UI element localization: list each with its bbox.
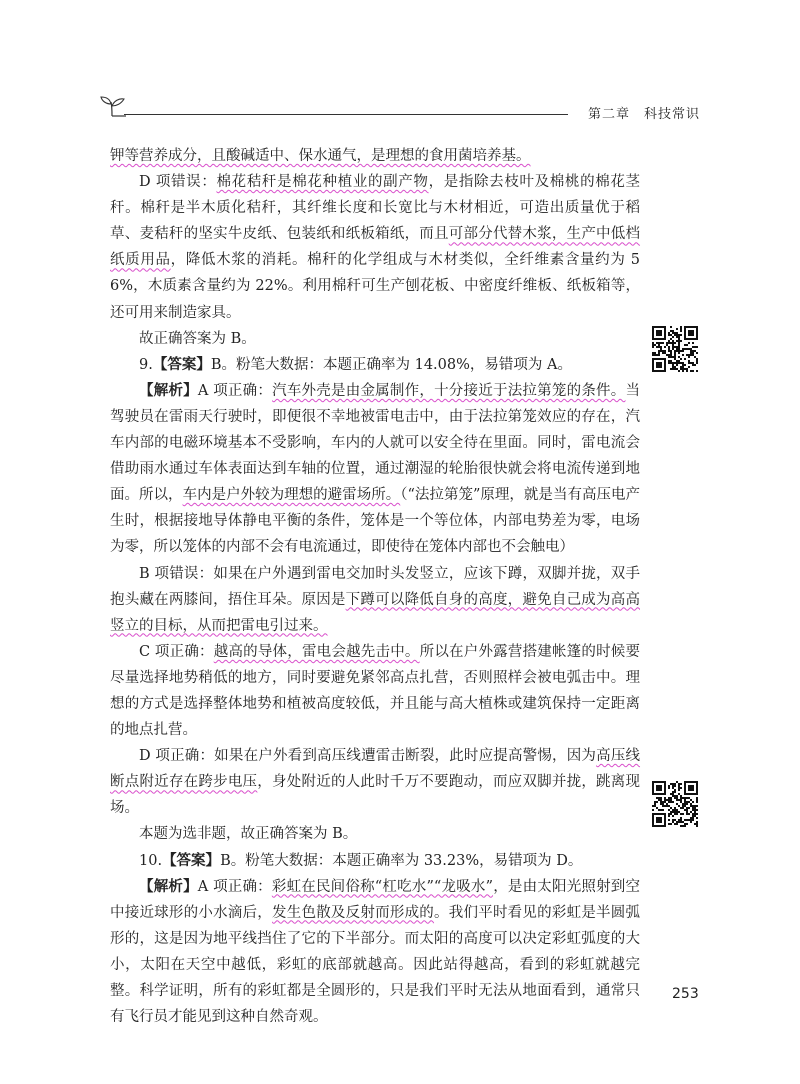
text-run: 故正确答案为 B。 xyxy=(139,330,256,347)
text-run: 本题为选非题，故正确答案为 B。 xyxy=(139,826,358,843)
text-run: ，是指除去枝叶及棉桃的棉花茎秆。棉秆是半木质化秸秆，其纤维长度和长宽比与木材相近，可造出质量优于稻草、麦秸秆的坚实牛皮纸、包装纸和纸板箱纸，而且 xyxy=(110,174,641,243)
paragraph-continuation xyxy=(110,143,640,169)
page-number: 253 xyxy=(672,986,699,1002)
key-point: 下蹲可以降低自身的高度，避免自己成为高高竖立的目标，从而把雷电引过来。 xyxy=(110,591,640,634)
key-point: 发生色散及反射而形成的 xyxy=(272,904,435,921)
paragraph-option-c-q9 xyxy=(110,639,640,743)
analysis-tag: 【解析】 xyxy=(139,877,198,895)
answer-explanations xyxy=(110,143,640,1030)
answer-line-q10 xyxy=(110,848,640,874)
text-run: 。我们平时看见的彩虹是半圆弧形的，这是因为地平线挡住了它的下半部分。而太阳的高度可以决定彩虹弧度的大小，太阳在天空中越低，彩虹的底部就越高。因此站得越高，看到的彩虹就越完整。科学证明，所有的彩虹都是全圆形的，只是我们平时无法从地面看到，通常只有飞行员才能见到这种自然奇观。 xyxy=(110,904,641,1026)
text-run: （“法拉第笼”原理，就是当有高压电产生时，根据接地导体静电平衡的条件，笼体是一个等位体，内部电势差为零，电场为零，所以笼体的内部不会有电流通过，即使待在笼体内部也不会触电） xyxy=(110,487,641,556)
leaf-sprout-icon xyxy=(100,96,126,118)
option-lead: A 项正确： xyxy=(197,382,273,399)
key-point: 高压线断点附近存在跨步电压 xyxy=(110,748,641,791)
option-lead: C 项正确： xyxy=(139,643,214,660)
key-point: 钾等营养成分，且酸碱适中、保水通气，是理想的食用菌培养基。 xyxy=(110,148,531,164)
key-point: 汽车外壳是由金属制作，十分接近于法拉第笼的条件。 xyxy=(272,382,626,399)
header-rule xyxy=(124,114,568,115)
text-run: B。粉笔大数据：本题正确率为 14.08%，易错项为 A。 xyxy=(210,356,572,373)
chapter-title xyxy=(588,103,700,122)
question-number: 9. xyxy=(139,356,153,373)
answer-tag: 【答案】 xyxy=(162,851,221,869)
paragraph-conclusion-q9 xyxy=(110,821,640,847)
key-point: 车内是户外较为理想的避雷场所。 xyxy=(182,487,401,504)
paragraph-conclusion-q8 xyxy=(110,326,640,352)
paragraph-option-d-q8 xyxy=(110,169,640,326)
text-run: ，是由太阳光照射到空中接近球形的小水滴后， xyxy=(110,878,641,921)
text-run: B。粉笔大数据：本题正确率为 33.23%，易错项为 D。 xyxy=(220,852,583,869)
qr-code-icon[interactable] xyxy=(652,781,698,827)
key-point: 彩虹在民间俗称“杠吃水”“龙吸水” xyxy=(271,878,494,895)
chapter-name: 科技常识 xyxy=(643,107,700,122)
key-point: 越高的导体，雷电会越先击中。 xyxy=(213,643,420,660)
text-run: ，降低木浆的消耗。棉秆的化学组成与木材类似，全纤维素含量约为 56%，木质素含量约为 22%。利用棉秆可生产刨花板、中密度纤维板、纸板箱等，还可用来制造家具。 xyxy=(110,252,640,321)
text-run: 当驾驶员在雷雨天行驶时，即便很不幸地被雷电击中，由于法拉第笼效应的存在，汽车内部的电磁环境基本不受影响，车内的人就可以安全待在里面。同时，雷电流会借助雨水通过车体表面达到车轴的位置，通过潮湿的轮胎很快就会将电流传递到地面。所以， xyxy=(110,382,640,504)
chapter-number: 第二章 xyxy=(587,107,630,122)
text-run: ，身处附近的人此时千万不要跑动，而应双脚并拢，跳离现场。 xyxy=(110,774,641,817)
paragraph-analysis-q9 xyxy=(110,378,640,561)
paragraph-analysis-q10 xyxy=(110,874,640,1031)
key-point: 可部分代替木浆，生产中低档纸质用品 xyxy=(110,226,641,269)
option-lead: A 项正确： xyxy=(197,878,272,895)
paragraph-option-d-q9 xyxy=(110,743,640,821)
qr-code-icon[interactable] xyxy=(652,326,698,372)
text-run: B 项错误：如果在户外遇到雷电交加时头发竖立，应该下蹲，双脚并拢，双手抱头藏在两膝间，捂住耳朵。原因是 xyxy=(110,565,640,608)
analysis-tag: 【解析】 xyxy=(139,381,198,399)
question-number: 10. xyxy=(139,852,163,869)
answer-line-q9 xyxy=(110,352,640,378)
text-run: D 项正确：如果在户外看到高压线遭雷击断裂，此时应提高警惕，因为 xyxy=(139,748,597,765)
paragraph-option-b-q9 xyxy=(110,561,640,639)
key-point: 棉花秸秆是棉花种植业的副产物 xyxy=(216,174,429,191)
answer-tag: 【答案】 xyxy=(152,355,211,373)
text-run: 所以在户外露营搭建帐篷的时候要尽量选择地势稍低的地方，同时要避免紧邻高点扎营，否则照样会被电弧击中。理想的方式是选择整体地势和植被高度较低，并且能与高大植株或建筑保持一定距离的地点扎营。 xyxy=(110,643,641,739)
page-header xyxy=(100,96,700,126)
option-lead: D 项错误： xyxy=(139,174,217,191)
